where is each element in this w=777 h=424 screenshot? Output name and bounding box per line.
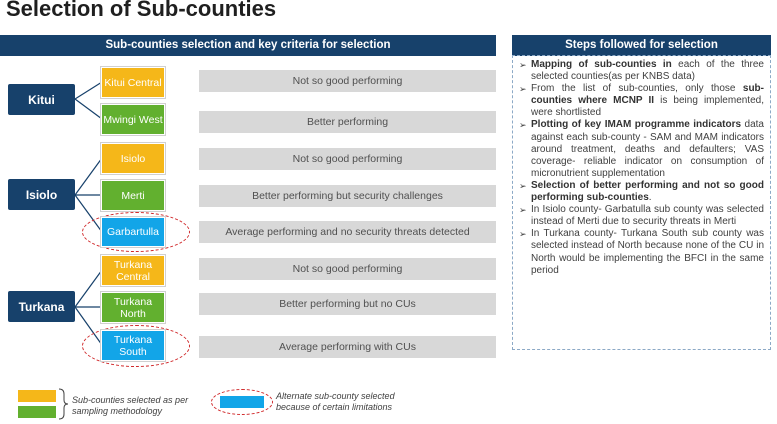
legend-sampling-text: Sub-counties selected as per sampling methodology bbox=[72, 395, 189, 416]
arrow-bullet-icon: ➢ bbox=[519, 60, 527, 70]
subcounty-label: Kitui Central bbox=[104, 76, 162, 89]
legend-gold-swatch bbox=[18, 390, 56, 402]
legend-alternate-text: Alternate sub-county selected because of certain limitations bbox=[276, 391, 395, 412]
step-text: From the list of sub-counties, only those bbox=[531, 83, 743, 95]
criterion-turkana-north: Better performing but no CUs bbox=[199, 293, 496, 315]
connector-turkana-central bbox=[75, 270, 102, 307]
subcounty-label: Mwingi West bbox=[103, 113, 163, 126]
connector-isiolo bbox=[75, 158, 102, 195]
subcounty-label: Turkana North bbox=[113, 295, 153, 320]
criterion-isiolo: Not so good performing bbox=[199, 148, 496, 170]
criterion-turkana-central: Not so good performing bbox=[199, 258, 496, 280]
connector-mwingi-west bbox=[75, 99, 102, 119]
step-item bbox=[519, 228, 764, 276]
subcounty-turkana-south bbox=[101, 330, 165, 361]
legend-green-swatch bbox=[18, 406, 56, 418]
subcounty-isiolo bbox=[101, 143, 165, 174]
arrow-bullet-icon: ➢ bbox=[519, 205, 527, 216]
connector-kitui-central bbox=[75, 82, 102, 99]
county-label: Kitui bbox=[28, 92, 55, 107]
step-text: is being implemented, were shortlisted bbox=[531, 95, 764, 119]
subcounty-turkana-central bbox=[101, 255, 165, 286]
page-title: Selection of Sub-counties bbox=[6, 0, 277, 21]
arrow-bullet-icon: ➢ bbox=[519, 120, 527, 131]
right-panel-header: Steps followed for selection bbox=[512, 35, 771, 56]
step-bold-text: Selection of better performing and not so good performing sub-counties bbox=[531, 179, 764, 204]
arrow-bullet-icon: ➢ bbox=[519, 180, 527, 191]
county-label: Isiolo bbox=[25, 187, 58, 202]
step-item bbox=[519, 180, 764, 204]
step-item bbox=[519, 59, 764, 83]
subcounty-label: Turkana South bbox=[113, 333, 153, 358]
legend-brace-icon bbox=[57, 388, 69, 420]
criterion-mwingi-west: Better performing bbox=[199, 111, 496, 133]
subcounty-merti bbox=[101, 180, 165, 211]
criterion-kitui-central: Not so good performing bbox=[199, 70, 496, 92]
step-text: In Turkana county- Turkana South sub county was selected instead of North because none of the CU in North would be implementing the BFCI in the same period bbox=[531, 228, 764, 276]
subcounty-label: Merti bbox=[121, 189, 145, 202]
legend-blue-swatch bbox=[220, 396, 264, 408]
step-bold-text: Plotting of key IMAM programme indicators bbox=[531, 119, 742, 131]
subcounty-label: Turkana Central bbox=[113, 258, 153, 283]
step-item bbox=[519, 83, 764, 119]
arrow-bullet-icon: ➢ bbox=[519, 84, 527, 95]
step-text: In Isiolo county- Garbatulla sub county was selected instead of Merti due to security threats in Merti bbox=[531, 204, 764, 228]
step-item bbox=[519, 119, 764, 179]
step-text: . bbox=[648, 192, 652, 204]
steps-panel bbox=[512, 55, 771, 350]
county-turkana bbox=[8, 291, 75, 322]
step-text: each of the three selected counties(as per KNBS data) bbox=[531, 59, 764, 83]
step-text: data against each sub-county - SAM and MAM indicators around treatment, deaths and defaulters; VAS coverage- reliable indicator on consumption of micronutrient supplementation bbox=[531, 119, 764, 179]
county-label: Turkana bbox=[18, 299, 65, 314]
step-bold-text: Mapping of sub-counties in bbox=[531, 59, 672, 70]
county-isiolo bbox=[8, 179, 75, 210]
subcounty-mwingi-west bbox=[101, 104, 165, 135]
county-kitui bbox=[8, 84, 75, 115]
criterion-garbartulla: Average performing and no security threats detected bbox=[199, 221, 496, 243]
subcounty-label: Garbartulla bbox=[107, 226, 159, 238]
step-bold-text: sub-counties where MCNP II bbox=[531, 83, 764, 107]
step-item bbox=[519, 204, 764, 228]
subcounty-garbartulla bbox=[101, 217, 165, 247]
criterion-turkana-south: Average performing with CUs bbox=[199, 336, 496, 358]
subcounty-turkana-north bbox=[101, 292, 165, 323]
subcounty-label: Isiolo bbox=[120, 152, 146, 165]
left-panel-header: Sub-counties selection and key criteria for selection bbox=[0, 35, 496, 56]
criterion-merti: Better performing but security challenges bbox=[199, 185, 496, 207]
subcounty-kitui-central bbox=[101, 67, 165, 98]
arrow-bullet-icon: ➢ bbox=[519, 229, 527, 240]
